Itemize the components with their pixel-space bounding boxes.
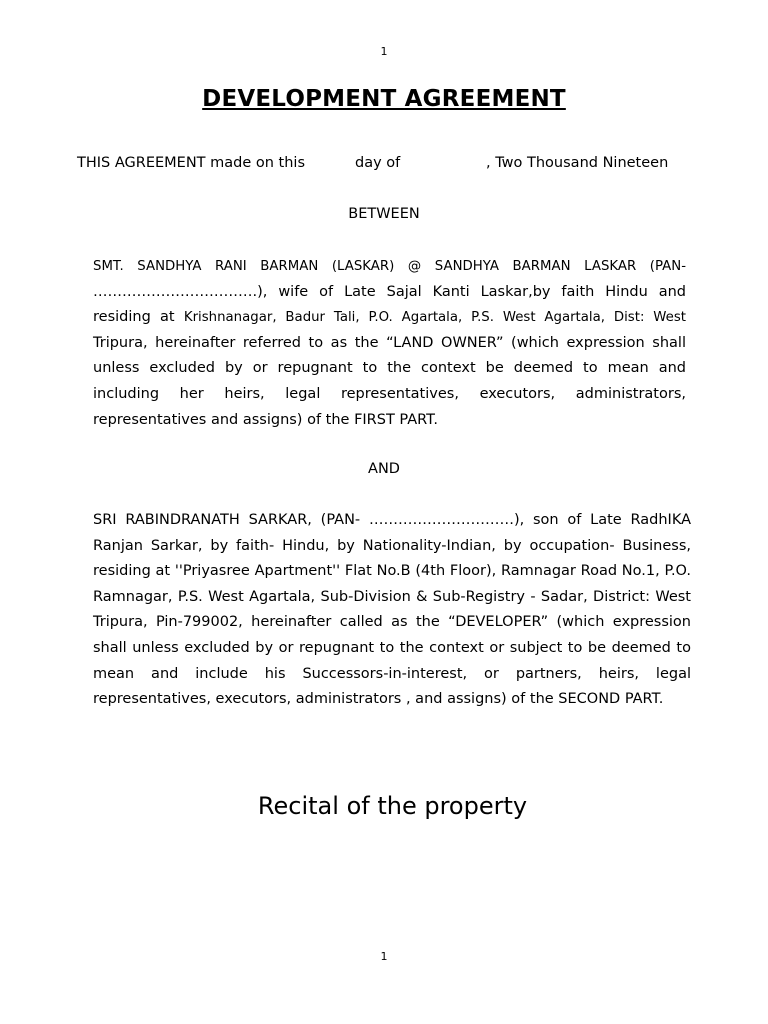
between-heading: BETWEEN xyxy=(348,206,420,222)
page-number-bottom: 1 xyxy=(380,950,388,963)
and-heading: AND xyxy=(368,461,400,477)
land-owner-name: SMT. SANDHYA RANI BARMAN (LASKAR) @ SANDHYA BARMAN LASKAR (PAN- xyxy=(93,259,686,274)
document-title: DEVELOPMENT AGREEMENT xyxy=(202,86,566,112)
agreement-year-text: , Two Thousand Nineteen xyxy=(486,155,669,171)
agreement-day-label: day of xyxy=(355,155,401,171)
land-owner-paragraph xyxy=(93,254,686,433)
developer-name: SRI RABINDRANATH SARKAR, (PAN- xyxy=(93,512,361,528)
page-number-top: 1 xyxy=(380,45,388,58)
developer-paragraph xyxy=(93,508,691,713)
agreement-intro: THIS AGREEMENT made on this xyxy=(77,155,306,171)
developer-terms: ), son of Late RadhIKA Ranjan Sarkar, by faith- Hindu, by Nationality-Indian, by occupation- Business, residing at ''Priyasree Apartment'' Flat No.B (4th Floor), Ramnagar Road No.1, P.O. Ramnagar, P.S. West Agartala, Sub-Division & Sub-Registry - Sadar, District: West Tripura, Pin-799002, hereinafter called as the “DEVELOPER” (which expression shall unless excluded by or repugnant to the context or subject to be deemed to mean and include his Successors-in-interest, or partners, heirs, legal representatives, executors, administrators , and assigns) of the SECOND PART. xyxy=(93,512,691,708)
agreement-date-line xyxy=(77,155,687,171)
land-owner-address: Krishnanagar, Badur Tali, P.O. Agartala, P.S. West Agartala, Dist: West xyxy=(183,310,686,326)
recital-heading: Recital of the property xyxy=(257,792,528,820)
developer-pan: ………………………… xyxy=(368,512,514,528)
land-owner-terms: Tripura, hereinafter referred to as the “LAND OWNER” (which expression shall unless excluded by or repugnant to the context be deemed to mean and including her heirs, legal representatives, executors, administrators, representatives and assigns) of the FIRST PART. xyxy=(93,334,686,428)
land-owner-pan: ……………………………. xyxy=(93,283,258,300)
land-owner-relation: ), wife of Late Sajal Kanti Laskar,by faith Hindu and residing at xyxy=(93,283,686,326)
